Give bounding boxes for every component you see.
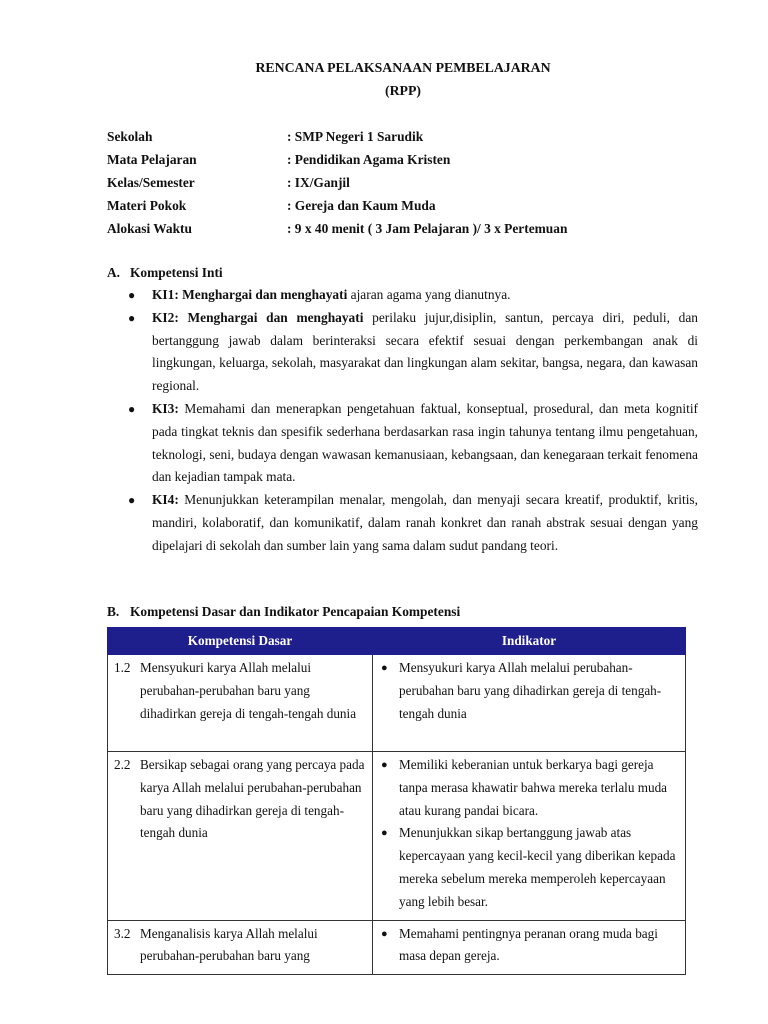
identity-label: Mata Pelajaran [107,152,197,167]
table-header-kd: Kompetensi Dasar [108,628,373,655]
ki-text: Menunjukkan keterampilan menalar, mengolah, dan menyaji secara kreatif, produktif, kritis, mandiri, kolaboratif, dan komunikatif, dalam ranah konkret dan ranah abstrak sesuai dengan yang dipelajari di sekolah dan sumber lain yang sama dalam sudut pandang teori. [152,492,698,553]
kd-cell [108,655,373,752]
ki-text: perilaku jujur,disiplin, santun, percaya diri, peduli, dan bertanggung jawab dalam berinteraksi secara efektif sesuai dengan perkembangan anak di lingkungan, keluarga, sekolah, masyarakat dan lingkungan alam sekitar, bangsa, negara, dan kawasan regional. [152,309,698,394]
bullet-icon: ● [381,927,388,940]
bullet-icon: ● [128,401,136,416]
identity-value: : IX/Ganjil [287,175,350,190]
section-b-heading [107,604,460,620]
indicator-cell [373,752,686,921]
kd-indicator-table [107,627,686,975]
kd-text: Menganalisis karya Allah melalui perubahan-perubahan baru yang [140,925,318,964]
ki-text: ajaran agama yang dianutnya. [347,287,511,302]
kd-number: 1.2 [114,660,131,675]
bullet-icon: ● [128,310,136,325]
indicator-item [379,923,679,969]
document-title: RENCANA PELAKSANAAN PEMBELAJARAN [255,60,551,75]
indicator-item [379,822,679,913]
kd-cell [108,752,373,921]
ki-label: KI3: [152,400,179,416]
section-title: Kompetensi Inti [130,265,223,280]
indicator-cell [373,655,686,752]
document-subtitle: (RPP) [384,83,421,98]
identity-value: : 9 x 40 menit ( 3 Jam Pelajaran )/ 3 x Pertemuan [287,221,568,236]
identity-label: Kelas/Semester [107,175,195,190]
section-a-heading [107,265,223,281]
kd-text: Mensyukuri karya Allah melalui perubahan-perubahan baru yang dihadirkan gereja di tengah-tengah dunia [140,660,357,721]
list-item [128,307,698,398]
kd-cell [108,920,373,975]
identity-label: Alokasi Waktu [107,221,192,236]
list-item [128,398,698,489]
table-row [108,920,686,975]
table-row [108,655,686,752]
section-letter: B. [107,604,120,619]
section-letter: A. [107,265,121,280]
kd-number: 3.2 [114,925,131,941]
bullet-icon: ● [128,493,136,508]
indicator-item [379,754,679,822]
indicator-text: Mensyukuri karya Allah melalui perubahan-perubahan baru yang dihadirkan gereja di tengah-tengah dunia [399,660,662,721]
indicator-text: Memahami pentingnya peranan orang muda bagi masa depan gereja. [399,925,658,964]
table-header-indicator: Indikator [373,628,686,655]
table-row [108,752,686,921]
indicator-text: Menunjukkan sikap bertanggung jawab atas kepercayaan yang kecil-kecil yang diberikan kepada mereka sebelum mereka memperoleh kepercayaan yang lebih besar. [399,825,676,909]
bullet-icon: ● [128,288,136,302]
bullet-icon: ● [381,827,388,840]
list-item [128,284,698,307]
kd-text: Bersikap sebagai orang yang percaya pada karya Allah melalui perubahan-perubahan baru yang dihadirkan gereja di tengah-tengah dunia [140,757,365,841]
ki-label: KI1: Menghargai dan menghayati [152,287,348,302]
indicator-text: Memiliki keberanian untuk berkarya bagi gereja tanpa merasa khawatir bahwa mereka terlalu muda atau kurang pandai bicara. [399,757,668,818]
bullet-icon: ● [381,759,388,771]
identity-label: Sekolah [107,129,153,144]
identity-label: Materi Pokok [107,198,187,213]
bullet-icon: ● [381,662,388,674]
indicator-cell [373,920,686,975]
ki-label: KI4: [152,492,179,508]
kompetensi-inti-list [128,284,698,558]
list-item [128,489,698,557]
identity-value: : SMP Negeri 1 Sarudik [287,129,424,144]
section-title: Kompetensi Dasar dan Indikator Pencapaian Kompetensi [130,604,461,619]
table-header-row [108,628,686,655]
ki-label: KI2: Menghargai dan menghayati [152,309,364,325]
identity-value: : Gereja dan Kaum Muda [287,198,436,213]
ki-text: Memahami dan menerapkan pengetahuan faktual, konseptual, prosedural, dan meta kognitif pada tingkat teknis dan spesifik sederhana berdasarkan rasa ingin tahunya tentang ilmu pengetahuan, teknologi, seni, budaya dengan wawasan kemanusiaan, kebangsaan, dan kenegaraan terkait fenomena dan kejadian tampak mata. [152,400,698,485]
indicator-item [379,657,679,725]
kd-number: 2.2 [114,757,131,772]
identity-value: : Pendidikan Agama Kristen [287,152,451,167]
